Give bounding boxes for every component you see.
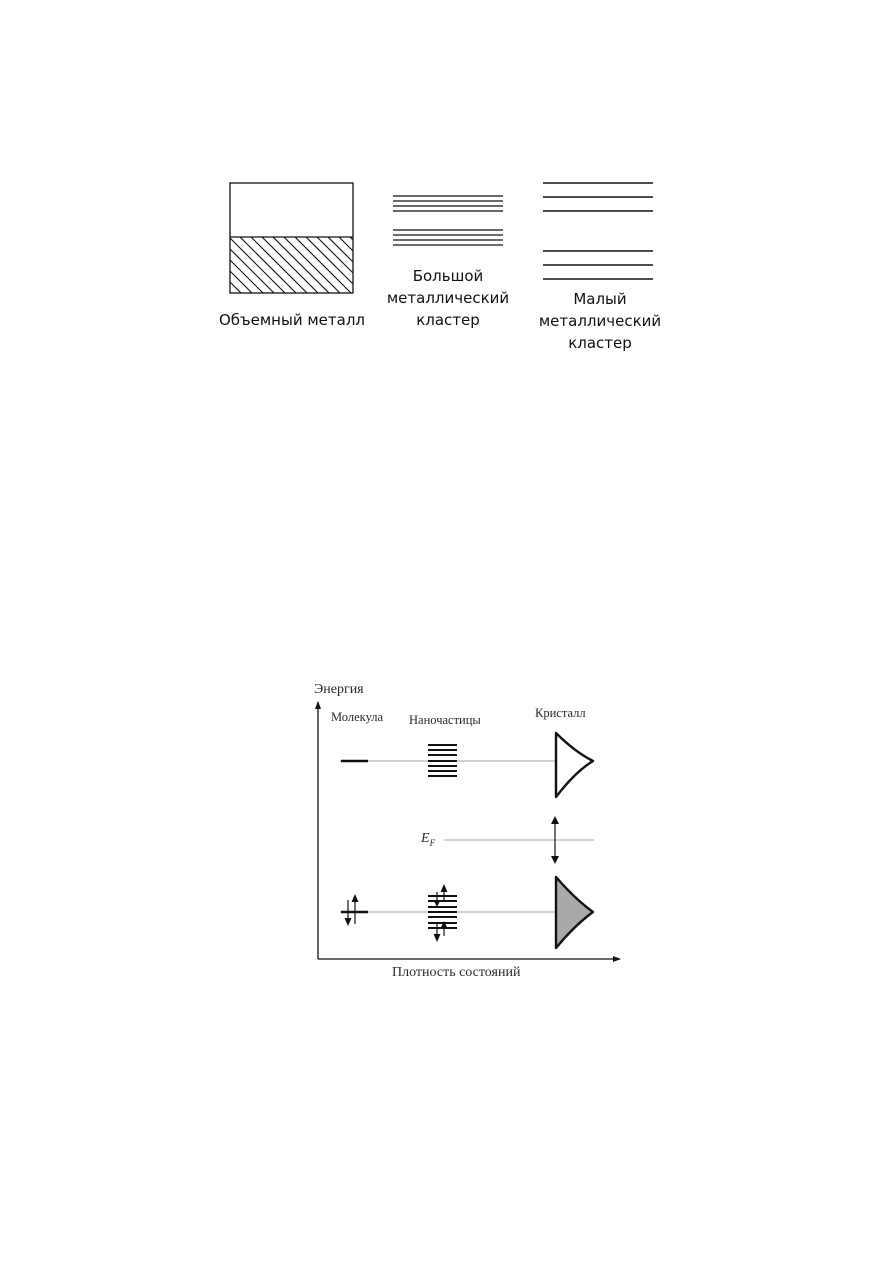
hatch-line <box>317 237 373 293</box>
hatch-line <box>284 237 340 293</box>
molecule-filled-level <box>341 894 368 926</box>
hatch-line <box>262 237 318 293</box>
hatch-line <box>273 237 329 293</box>
small-cluster-levels <box>543 183 653 279</box>
crystal-empty-band <box>556 733 593 797</box>
figure-energy-levels-metal-clusters <box>0 0 893 400</box>
large-cluster-label: Большой металлический кластер <box>386 267 510 329</box>
nanoparticles-label: Наночастицы <box>409 713 481 727</box>
energy-axis-label: Энергия <box>314 682 364 697</box>
large-cluster-levels <box>393 196 503 245</box>
hatch-line <box>174 237 230 293</box>
molecule-label: Молекула <box>331 710 384 724</box>
crystal-filled-band <box>556 877 593 948</box>
bulk-metal-label: Объемный металл <box>218 311 365 329</box>
hatch-line <box>328 237 384 293</box>
hatch-line <box>251 237 307 293</box>
density-axis-label: Плотность состояний <box>392 965 521 980</box>
nanoparticle-empty-levels <box>428 745 457 776</box>
fermi-level-subscript: F <box>429 837 436 848</box>
hatch-line <box>229 237 285 293</box>
figure2-graphics <box>0 660 893 990</box>
fermi-level-symbol: E <box>421 831 430 846</box>
hatch-line <box>218 237 274 293</box>
crystal-label: Кристалл <box>535 706 586 720</box>
hatch-line <box>196 237 252 293</box>
fermi-level-label <box>421 831 435 848</box>
hatch-line <box>207 237 263 293</box>
figure1-graphics <box>0 0 893 400</box>
small-cluster-label: Малый металлический кластер <box>538 290 662 352</box>
hatch-line <box>240 237 296 293</box>
hatch-line <box>185 237 241 293</box>
hatch-line <box>295 237 351 293</box>
figure-density-of-states <box>0 660 893 990</box>
nanoparticle-filled-levels <box>428 884 457 942</box>
